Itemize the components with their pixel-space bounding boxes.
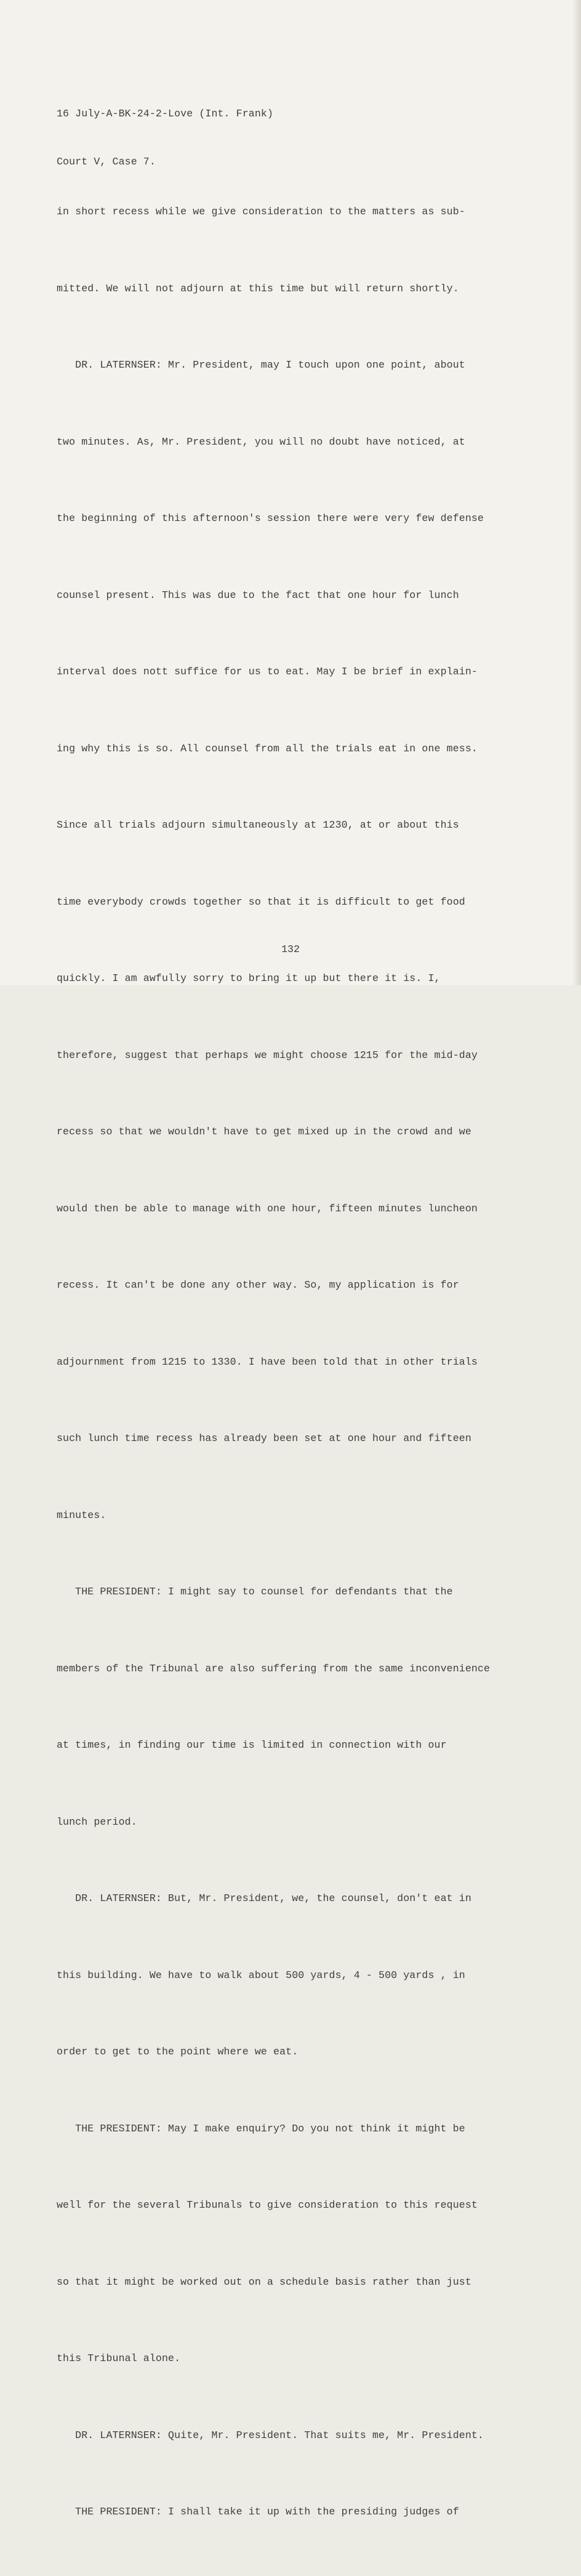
body-line: counsel present. This was due to the fact that one hour for lunch bbox=[57, 589, 459, 601]
body-line: recess. It can't be done any other way. So, my application is for bbox=[57, 1279, 459, 1291]
body-line: THE PRESIDENT: May I make enquiry? Do you not think it might be bbox=[57, 2122, 465, 2134]
body-line: such lunch time recess has already been set at one hour and fifteen bbox=[57, 1432, 471, 1444]
body-line: lunch period. bbox=[57, 1815, 137, 1828]
body-line: in short recess while we give consideration to the matters as sub- bbox=[57, 206, 465, 217]
body-line: ing why this is so. All counsel from all the trials eat in one mess. bbox=[57, 742, 478, 754]
body-line: interval does nott suffice for us to eat. May I be brief in explain- bbox=[57, 666, 478, 677]
body-line: so that it might be worked out on a schedule basis rather than just bbox=[57, 2275, 471, 2288]
body-line: DR. LATERNSER: Mr. President, may I touch upon one point, about bbox=[57, 359, 465, 371]
body-line: the beginning of this afternoon's session there were very few defense bbox=[57, 512, 484, 524]
body-line: mitted. We will not adjourn at this time but will return shortly. bbox=[57, 282, 459, 294]
body-line: two minutes. As, Mr. President, you will no doubt have noticed, at bbox=[57, 435, 465, 448]
header-line-1: 16 July-A-BK-24-2-Love (Int. Frank) bbox=[57, 108, 274, 119]
body-line: DR. LATERNSER: But, Mr. President, we, the counsel, don't eat in bbox=[57, 1892, 471, 1904]
header-line-2: Court V, Case 7. bbox=[57, 156, 156, 168]
body-line: THE PRESIDENT: I might say to counsel for defendants that the bbox=[57, 1586, 453, 1597]
body-line: this Tribunal alone. bbox=[57, 2352, 181, 2364]
body-line: DR. LATERNSER: Quite, Mr. President. That suits me, Mr. President. bbox=[57, 2429, 484, 2441]
body-line: order to get to the point where we eat. bbox=[57, 2046, 299, 2057]
body-line: THE PRESIDENT: I shall take it up with the presiding judges of bbox=[57, 2506, 459, 2517]
transcript-body bbox=[57, 148, 490, 2576]
body-line: would then be able to manage with one hour, fifteen minutes luncheon bbox=[57, 1202, 478, 1214]
page-number: 132 bbox=[281, 943, 300, 955]
body-line: this building. We have to walk about 500 yards, 4 - 500 yards , in bbox=[57, 1969, 465, 1981]
body-line: well for the several Tribunals to give consideration to this request bbox=[57, 2199, 478, 2211]
body-line: minutes. bbox=[57, 1509, 106, 1521]
body-line: time everybody crowds together so that it is difficult to get food bbox=[57, 895, 465, 908]
body-line: Since all trials adjourn simultaneously at 1230, at or about this bbox=[57, 819, 459, 831]
body-line: therefore, suggest that perhaps we might choose 1215 for the mid-day bbox=[57, 1049, 478, 1061]
body-line: quickly. I am awfully sorry to bring it up but there it is. I, bbox=[57, 972, 441, 984]
body-line: recess so that we wouldn't have to get mixed up in the crowd and we bbox=[57, 1126, 471, 1137]
page-edge-shadow bbox=[572, 0, 581, 985]
body-line: at times, in finding our time is limited in connection with our bbox=[57, 1739, 447, 1751]
body-line: adjournment from 1215 to 1330. I have been told that in other trials bbox=[57, 1355, 478, 1368]
body-line: members of the Tribunal are also suffering from the same inconvenience bbox=[57, 1662, 491, 1674]
